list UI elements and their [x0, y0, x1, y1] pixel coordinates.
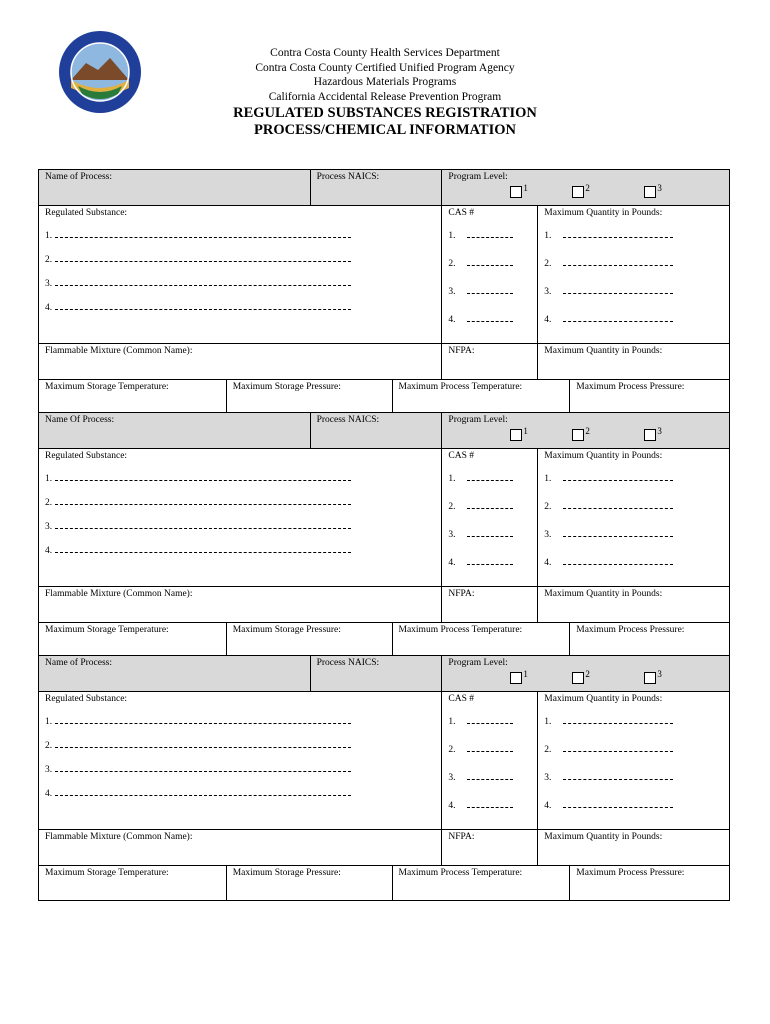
process-name-label: Name of Process:	[45, 658, 113, 668]
program-level-label: Program Level:	[448, 415, 508, 425]
cas-line-3[interactable]	[448, 528, 513, 540]
level-3-label: 3	[657, 183, 662, 193]
line-number: 2.	[544, 745, 552, 755]
process-section-1	[38, 169, 730, 415]
nfpa-label: NFPA:	[448, 346, 475, 356]
process-name-field[interactable]	[39, 413, 311, 448]
level-3-label: 3	[657, 669, 662, 679]
line-number: 3.	[45, 279, 53, 289]
form-title-line1: REGULATED SUBSTANCES REGISTRATION	[233, 105, 537, 121]
max-process-pressure-field[interactable]	[570, 380, 730, 414]
nfpa-label: NFPA:	[448, 832, 475, 842]
regulated-substance-label: Regulated Substance:	[45, 451, 128, 461]
max-quantity-field	[538, 692, 730, 829]
program-level-1-checkbox[interactable]	[510, 426, 528, 441]
process-naics-field[interactable]	[311, 170, 443, 205]
program-level-3-checkbox[interactable]	[644, 183, 662, 198]
line-number: 3.	[448, 773, 456, 783]
checkbox-icon	[510, 186, 522, 198]
line-number: 1.	[448, 717, 456, 727]
regulated-substance-label: Regulated Substance:	[45, 694, 128, 704]
line-number: 1.	[544, 717, 552, 727]
process-naics-field[interactable]	[311, 656, 443, 691]
level-1-label: 1	[523, 426, 528, 436]
line-number: 1.	[45, 717, 53, 727]
max-process-pressure-label: Maximum Process Pressure:	[576, 868, 685, 878]
max-quantity-label: Maximum Quantity in Pounds:	[544, 694, 663, 704]
process-name-field[interactable]	[39, 656, 311, 691]
line-number: 2.	[448, 745, 456, 755]
mixture-quantity-field[interactable]	[538, 587, 730, 622]
max-process-pressure-label: Maximum Process Pressure:	[576, 625, 685, 635]
level-2-label: 2	[585, 669, 590, 679]
nfpa-field[interactable]	[442, 344, 538, 379]
line-number: 3.	[448, 287, 456, 297]
max-process-pressure-field[interactable]	[570, 866, 730, 900]
max-quantity-label: Maximum Quantity in Pounds:	[544, 451, 663, 461]
substance-line-2[interactable]	[45, 253, 351, 265]
max-storage-pressure-label: Maximum Storage Pressure:	[232, 382, 341, 392]
max-storage-pressure-field[interactable]	[227, 866, 393, 900]
level-3-label: 3	[657, 426, 662, 436]
cas-line-2[interactable]	[448, 257, 513, 269]
cas-line-1[interactable]	[448, 229, 513, 241]
cas-line-2[interactable]	[448, 500, 513, 512]
regulated-substance-label: Regulated Substance:	[45, 208, 128, 218]
substance-line-4[interactable]	[45, 787, 351, 799]
max-storage-temp-field[interactable]	[39, 380, 227, 414]
line-number: 1.	[45, 474, 53, 484]
quantity-line-1[interactable]	[544, 229, 673, 241]
line-number: 1.	[544, 231, 552, 241]
checkbox-icon	[644, 186, 656, 198]
quantity-line-3[interactable]	[544, 528, 673, 540]
line-number: 2.	[544, 502, 552, 512]
quantity-line-2[interactable]	[544, 743, 673, 755]
line-number: 4.	[544, 801, 552, 811]
level-2-label: 2	[585, 426, 590, 436]
line-number: 4.	[448, 558, 456, 568]
substance-line-3[interactable]	[45, 520, 351, 532]
line-number: 2.	[448, 502, 456, 512]
max-process-pressure-field[interactable]	[570, 623, 730, 657]
checkbox-icon	[644, 429, 656, 441]
max-storage-temp-field[interactable]	[39, 866, 227, 900]
flammable-mixture-field[interactable]	[39, 830, 442, 865]
substance-line-1[interactable]	[45, 472, 351, 484]
max-process-pressure-label: Maximum Process Pressure:	[576, 382, 685, 392]
substance-line-2[interactable]	[45, 739, 351, 751]
quantity-line-4[interactable]	[544, 313, 673, 325]
substance-line-1[interactable]	[45, 229, 351, 241]
max-storage-pressure-label: Maximum Storage Pressure:	[232, 625, 341, 635]
agency-name: Contra Costa County Certified Unified Program Agency	[255, 61, 515, 74]
max-process-temp-label: Maximum Process Temperature:	[398, 625, 523, 635]
flammable-mixture-label: Flammable Mixture (Common Name):	[45, 589, 193, 599]
line-number: 4.	[544, 315, 552, 325]
nfpa-field[interactable]	[442, 830, 538, 865]
prevention-program-name: California Accidental Release Prevention Program	[268, 90, 502, 103]
program-level-field	[442, 656, 730, 691]
line-number: 3.	[544, 530, 552, 540]
substance-line-4[interactable]	[45, 301, 351, 313]
program-level-1-checkbox[interactable]	[510, 183, 528, 198]
cas-number-field	[442, 692, 538, 829]
quantity-line-1[interactable]	[544, 472, 673, 484]
form-title	[180, 105, 590, 139]
regulated-substance-field	[39, 449, 442, 586]
program-level-1-checkbox[interactable]	[510, 669, 528, 684]
checkbox-icon	[572, 429, 584, 441]
department-name: Contra Costa County Health Services Department	[270, 47, 500, 59]
substance-line-3[interactable]	[45, 277, 351, 289]
line-number: 4.	[45, 789, 53, 799]
flammable-mixture-label: Flammable Mixture (Common Name):	[45, 832, 193, 842]
line-number: 1.	[45, 231, 53, 241]
line-number: 3.	[45, 765, 53, 775]
cas-line-4[interactable]	[448, 556, 513, 568]
program-level-2-checkbox[interactable]	[572, 183, 590, 198]
line-number: 4.	[544, 558, 552, 568]
line-number: 4.	[45, 546, 53, 556]
cas-line-4[interactable]	[448, 799, 513, 811]
max-quantity-field	[538, 449, 730, 586]
max-storage-temp-label: Maximum Storage Temperature:	[45, 868, 169, 878]
program-name: Hazardous Materials Programs	[313, 76, 457, 88]
program-level-2-checkbox[interactable]	[572, 669, 590, 684]
line-number: 3.	[45, 522, 53, 532]
max-storage-pressure-field[interactable]	[227, 623, 393, 657]
process-name-label: Name Of Process:	[45, 415, 115, 425]
process-naics-field[interactable]	[311, 413, 443, 448]
mixture-quantity-field[interactable]	[538, 344, 730, 379]
quantity-line-2[interactable]	[544, 500, 673, 512]
process-naics-label: Process NAICS:	[316, 658, 380, 668]
cas-label: CAS #	[448, 451, 475, 461]
max-process-temp-field[interactable]	[393, 380, 571, 414]
max-storage-pressure-label: Maximum Storage Pressure:	[232, 868, 341, 878]
program-level-field	[442, 170, 730, 205]
process-name-label: Name of Process:	[45, 172, 113, 182]
level-1-label: 1	[523, 669, 528, 679]
quantity-line-4[interactable]	[544, 556, 673, 568]
flammable-mixture-field[interactable]	[39, 344, 442, 379]
process-naics-label: Process NAICS:	[316, 415, 380, 425]
line-number: 1.	[544, 474, 552, 484]
cas-label: CAS #	[448, 208, 475, 218]
max-storage-temp-label: Maximum Storage Temperature:	[45, 625, 169, 635]
process-section-2	[38, 412, 730, 658]
line-number: 2.	[45, 255, 53, 265]
max-storage-temp-field[interactable]	[39, 623, 227, 657]
substance-line-2[interactable]	[45, 496, 351, 508]
process-naics-label: Process NAICS:	[316, 172, 380, 182]
nfpa-label: NFPA:	[448, 589, 475, 599]
program-level-2-checkbox[interactable]	[572, 426, 590, 441]
program-level-3-checkbox[interactable]	[644, 669, 662, 684]
form-title-line2: PROCESS/CHEMICAL INFORMATION	[254, 122, 516, 138]
line-number: 2.	[544, 259, 552, 269]
line-number: 4.	[448, 801, 456, 811]
process-name-field[interactable]	[39, 170, 311, 205]
line-number: 2.	[45, 741, 53, 751]
cas-label: CAS #	[448, 694, 475, 704]
quantity-line-3[interactable]	[544, 771, 673, 783]
checkbox-icon	[510, 672, 522, 684]
flammable-mixture-label: Flammable Mixture (Common Name):	[45, 346, 193, 356]
regulated-substance-field	[39, 206, 442, 343]
program-level-field	[442, 413, 730, 448]
line-number: 3.	[448, 530, 456, 540]
county-seal-icon	[58, 30, 142, 114]
max-quantity-field	[538, 206, 730, 343]
checkbox-icon	[572, 186, 584, 198]
cas-line-4[interactable]	[448, 313, 513, 325]
checkbox-icon	[644, 672, 656, 684]
mixture-quantity-field[interactable]	[538, 830, 730, 865]
max-process-temp-label: Maximum Process Temperature:	[398, 382, 523, 392]
line-number: 2.	[448, 259, 456, 269]
quantity-line-4[interactable]	[544, 799, 673, 811]
max-storage-pressure-field[interactable]	[227, 380, 393, 414]
cas-number-field	[442, 206, 538, 343]
line-number: 4.	[448, 315, 456, 325]
line-number: 4.	[45, 303, 53, 313]
checkbox-icon	[572, 672, 584, 684]
substance-line-3[interactable]	[45, 763, 351, 775]
cas-line-1[interactable]	[448, 472, 513, 484]
line-number: 1.	[448, 474, 456, 484]
substance-line-1[interactable]	[45, 715, 351, 727]
process-section-3	[38, 655, 730, 901]
cas-line-3[interactable]	[448, 771, 513, 783]
nfpa-field[interactable]	[442, 587, 538, 622]
line-number: 1.	[448, 231, 456, 241]
checkbox-icon	[510, 429, 522, 441]
mixture-quantity-label: Maximum Quantity in Pounds:	[544, 346, 663, 356]
max-process-temp-field[interactable]	[393, 623, 571, 657]
cas-line-2[interactable]	[448, 743, 513, 755]
program-level-3-checkbox[interactable]	[644, 426, 662, 441]
max-process-temp-field[interactable]	[393, 866, 571, 900]
max-quantity-label: Maximum Quantity in Pounds:	[544, 208, 663, 218]
mixture-quantity-label: Maximum Quantity in Pounds:	[544, 589, 663, 599]
max-storage-temp-label: Maximum Storage Temperature:	[45, 382, 169, 392]
max-process-temp-label: Maximum Process Temperature:	[398, 868, 523, 878]
flammable-mixture-field[interactable]	[39, 587, 442, 622]
line-number: 2.	[45, 498, 53, 508]
level-2-label: 2	[585, 183, 590, 193]
mixture-quantity-label: Maximum Quantity in Pounds:	[544, 832, 663, 842]
line-number: 3.	[544, 773, 552, 783]
cas-number-field	[442, 449, 538, 586]
quantity-line-2[interactable]	[544, 257, 673, 269]
agency-header	[200, 46, 570, 104]
line-number: 3.	[544, 287, 552, 297]
quantity-line-3[interactable]	[544, 285, 673, 297]
level-1-label: 1	[523, 183, 528, 193]
substance-line-4[interactable]	[45, 544, 351, 556]
cas-line-1[interactable]	[448, 715, 513, 727]
program-level-label: Program Level:	[448, 172, 508, 182]
program-level-label: Program Level:	[448, 658, 508, 668]
cas-line-3[interactable]	[448, 285, 513, 297]
regulated-substance-field	[39, 692, 442, 829]
quantity-line-1[interactable]	[544, 715, 673, 727]
